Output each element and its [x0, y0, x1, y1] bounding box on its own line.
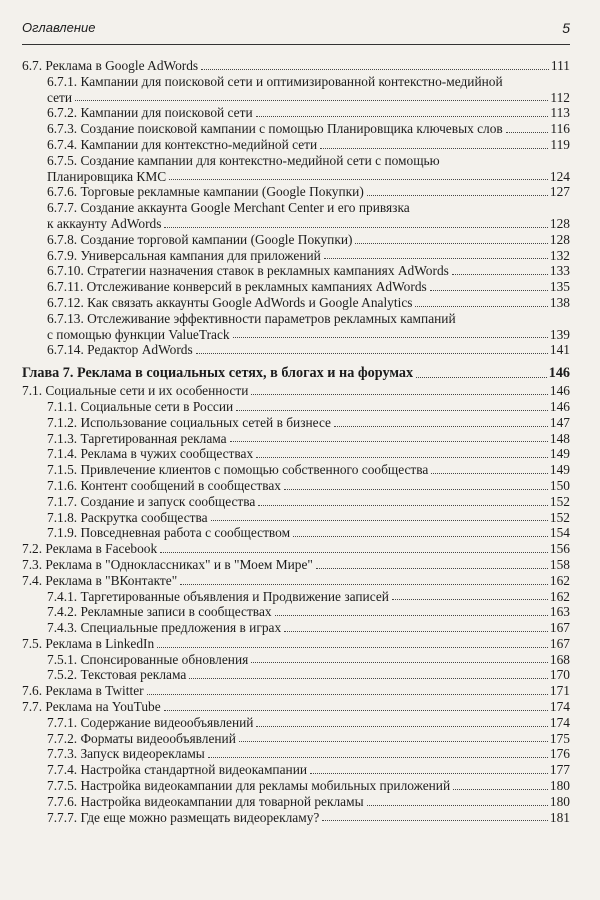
toc-entry-title: 6.7.11. Отслеживание конверсий в рекламных кампаниях AdWords	[47, 279, 427, 295]
dot-leader	[75, 100, 548, 101]
dot-leader	[169, 179, 548, 180]
toc-entry	[22, 105, 570, 121]
toc-entry-title: с помощью функции ValueTrack	[47, 326, 230, 342]
toc-entry-page: 150	[549, 477, 570, 493]
toc-entry-title: 6.7.8. Создание торговой кампании (Google Покупки)	[47, 231, 353, 247]
toc-entry	[22, 431, 570, 447]
toc-entry-page: 112	[550, 89, 570, 105]
dot-leader	[293, 536, 548, 537]
toc-entry-page: 158	[549, 556, 570, 572]
toc-entry-page: 171	[549, 683, 570, 699]
toc-entry-page: 148	[549, 430, 570, 446]
toc-entry	[22, 153, 570, 169]
toc-entry	[22, 510, 570, 526]
toc-entry-title: к аккаунту AdWords	[47, 215, 162, 231]
toc-entry-title: 7.1.6. Контент сообщений в сообществах	[47, 477, 281, 493]
toc-entry	[22, 667, 570, 683]
dot-leader	[310, 773, 548, 774]
toc-entry-title: 7.7.3. Запуск видеорекламы	[47, 746, 205, 762]
dot-leader	[320, 148, 548, 149]
toc-entry-page: 180	[549, 793, 570, 809]
toc-entry	[22, 446, 570, 462]
dot-leader	[256, 726, 547, 727]
toc-entry	[22, 604, 570, 620]
toc-entry-title: 6.7.1. Кампании для поисковой сети и оптимизированной контекстно-медийной	[47, 73, 503, 89]
toc-entry	[22, 620, 570, 636]
dot-leader	[367, 195, 548, 196]
toc-entry	[22, 415, 570, 431]
toc-entry	[22, 248, 570, 264]
toc-entry	[22, 636, 570, 652]
toc-chapter-entry	[22, 365, 570, 382]
toc-entry-page: 162	[549, 588, 570, 604]
toc-entry	[22, 263, 570, 279]
dot-leader	[164, 710, 548, 711]
toc-entry-page: 149	[549, 446, 570, 462]
toc-entry-title: 7.5.1. Спонсированные обновления	[47, 651, 249, 667]
toc-entry-title: 7.3. Реклама в "Одноклассниках" и в "Моем Мире"	[22, 556, 313, 572]
toc-entry-page: 174	[549, 699, 570, 715]
toc-entry-page: 127	[549, 184, 570, 200]
toc-entry	[22, 311, 570, 327]
toc-entry	[22, 169, 570, 185]
toc-entry-title: 7.1.4. Реклама в чужих сообществах	[47, 446, 254, 462]
toc-entry-page: 135	[549, 279, 570, 295]
toc-entry-title: 6.7.5. Создание кампании для контекстно-медийной сети с помощью	[47, 152, 440, 168]
toc-entry	[22, 137, 570, 153]
toc-entry-page: 176	[549, 746, 570, 762]
dot-leader	[452, 274, 548, 275]
toc-entry-page: 146	[549, 398, 570, 414]
table-of-contents	[22, 58, 570, 825]
toc-entry-page: 133	[549, 263, 570, 279]
toc-entry-page: 170	[549, 667, 570, 683]
toc-entry-title: 6.7.9. Универсальная кампания для приложений	[47, 247, 321, 263]
toc-entry	[22, 399, 570, 415]
toc-entry-title: 7.5. Реклама в LinkedIn	[22, 635, 155, 651]
dot-leader	[147, 694, 548, 695]
toc-entry	[22, 715, 570, 731]
toc-entry-title: 6.7. Реклама в Google AdWords	[22, 58, 199, 73]
running-header	[22, 18, 570, 45]
toc-entry-title: 7.1.7. Создание и запуск сообщества	[47, 493, 256, 509]
dot-leader	[324, 258, 548, 259]
toc-entry	[22, 746, 570, 762]
dot-leader	[251, 662, 548, 663]
toc-entry	[22, 184, 570, 200]
toc-entry	[22, 652, 570, 668]
toc-entry-title: 6.7.12. Как связать аккаунты Google AdWords и Google Analytics	[47, 294, 413, 310]
toc-entry	[22, 232, 570, 248]
dot-leader	[236, 410, 548, 411]
toc-entry	[22, 778, 570, 794]
toc-entry-title: 6.7.4. Кампании для контекстно-медийной сети	[47, 136, 318, 152]
toc-entry-page: 177	[549, 762, 570, 778]
toc-entry-page: 147	[549, 414, 570, 430]
dot-leader	[322, 820, 548, 821]
toc-entry-title: 7.7. Реклама на YouTube	[22, 699, 161, 715]
toc-entry	[22, 383, 570, 399]
dot-leader	[430, 290, 548, 291]
toc-entry-page: 138	[549, 294, 570, 310]
toc-entry	[22, 589, 570, 605]
toc-entry-page: 139	[549, 326, 570, 342]
toc-entry-page: 180	[549, 778, 570, 794]
dot-leader	[233, 337, 548, 338]
toc-entry-page: 128	[549, 215, 570, 231]
toc-entry-title: 7.4. Реклама в "ВКонтакте"	[22, 572, 178, 588]
toc-entry	[22, 525, 570, 541]
toc-entry-title: 7.2. Реклама в Facebook	[22, 541, 158, 557]
toc-entry-title: 6.7.7. Создание аккаунта Google Merchant Center и его привязка	[47, 200, 410, 216]
dot-leader	[256, 116, 549, 117]
dot-leader	[230, 441, 548, 442]
toc-entry	[22, 200, 570, 216]
toc-entry-page: 146	[549, 383, 570, 399]
toc-entry-title: 6.7.14. Редактор AdWords	[47, 342, 193, 358]
running-header-title: Оглавление	[22, 20, 96, 35]
toc-entry-title: 7.1. Социальные сети и их особенности	[22, 383, 249, 399]
dot-leader	[431, 473, 548, 474]
toc-entry-page: 175	[549, 730, 570, 746]
dot-leader	[157, 647, 548, 648]
toc-entry-page: 111	[550, 58, 570, 73]
dot-leader	[355, 243, 547, 244]
toc-entry	[22, 478, 570, 494]
dot-leader	[189, 678, 548, 679]
toc-entry-title: Глава 7. Реклама в социальных сетях, в блогах и на форумах	[22, 365, 414, 382]
dot-leader	[251, 394, 548, 395]
toc-entry	[22, 731, 570, 747]
toc-entry-page: 116	[550, 121, 570, 137]
toc-entry	[22, 90, 570, 106]
toc-entry	[22, 573, 570, 589]
toc-entry-page: 167	[549, 635, 570, 651]
toc-entry-title: 7.1.5. Привлечение клиентов с помощью собственного сообщества	[47, 462, 429, 478]
toc-entry-title: 6.7.6. Торговые рекламные кампании (Google Покупки)	[47, 184, 364, 200]
toc-entry-title: 7.1.3. Таргетированная реклама	[47, 430, 227, 446]
toc-entry-title: 7.7.1. Содержание видеообъявлений	[47, 714, 254, 730]
toc-entry-page: 149	[549, 462, 570, 478]
dot-leader	[211, 520, 548, 521]
toc-entry-title: 7.7.4. Настройка стандартной видеокампании	[47, 762, 308, 778]
toc-entry-page: 181	[549, 809, 570, 825]
toc-entry-title: 7.7.7. Где еще можно размещать видеорекламу?	[47, 809, 320, 825]
dot-leader	[239, 741, 548, 742]
dot-leader	[284, 631, 548, 632]
toc-entry-title: 7.1.1. Социальные сети в России	[47, 398, 234, 414]
toc-entry	[22, 557, 570, 573]
dot-leader	[164, 227, 547, 228]
dot-leader	[334, 426, 548, 427]
toc-entry-page: 156	[549, 541, 570, 557]
toc-entry-title: 7.1.8. Раскрутка сообщества	[47, 509, 208, 525]
toc-entry-title: 7.5.2. Текстовая реклама	[47, 667, 187, 683]
toc-entry-title: Планировщика КМС	[47, 168, 167, 184]
toc-entry	[22, 462, 570, 478]
toc-entry-page: 152	[549, 493, 570, 509]
toc-entry-page: 154	[549, 525, 570, 541]
dot-leader	[392, 599, 548, 600]
toc-entry-page: 113	[550, 105, 570, 121]
toc-entry-page: 119	[550, 136, 570, 152]
toc-entry-title: 6.7.3. Создание поисковой кампании с помощью Планировщика ключевых слов	[47, 121, 503, 137]
toc-entry	[22, 279, 570, 295]
toc-entry-title: 6.7.2. Кампании для поисковой сети	[47, 105, 253, 121]
toc-entry-title: сети	[47, 89, 73, 105]
toc-entry-title: 7.7.6. Настройка видеокампании для товарной рекламы	[47, 793, 364, 809]
toc-entry	[22, 541, 570, 557]
toc-entry-page: 141	[549, 342, 570, 358]
toc-entry-title: 7.1.2. Использование социальных сетей в бизнесе	[47, 414, 332, 430]
dot-leader	[275, 615, 548, 616]
toc-entry-title: 6.7.13. Отслеживание эффективности параметров рекламных кампаний	[47, 310, 456, 326]
toc-entry-page: 162	[549, 572, 570, 588]
toc-entry	[22, 216, 570, 232]
toc-entry-page: 124	[549, 168, 570, 184]
toc-entry-page: 152	[549, 509, 570, 525]
toc-entry	[22, 699, 570, 715]
dot-leader	[258, 505, 548, 506]
toc-entry	[22, 121, 570, 137]
toc-entry	[22, 762, 570, 778]
toc-entry-title: 7.4.1. Таргетированные объявления и Продвижение записей	[47, 588, 389, 604]
dot-leader	[180, 584, 548, 585]
toc-entry-title: 6.7.10. Стратегии назначения ставок в рекламных кампаниях AdWords	[47, 263, 449, 279]
toc-entry-title: 7.4.3. Специальные предложения в играх	[47, 620, 282, 636]
toc-entry	[22, 58, 570, 74]
toc-entry	[22, 794, 570, 810]
toc-entry-page: 163	[549, 604, 570, 620]
toc-entry	[22, 810, 570, 826]
dot-leader	[196, 353, 548, 354]
dot-leader	[160, 552, 548, 553]
toc-entry-page: 167	[549, 620, 570, 636]
toc-entry-page: 146	[548, 365, 570, 382]
dot-leader	[367, 805, 548, 806]
dot-leader	[416, 377, 547, 378]
dot-leader	[415, 306, 547, 307]
dot-leader	[284, 489, 548, 490]
dot-leader	[453, 789, 548, 790]
toc-entry	[22, 683, 570, 699]
toc-entry	[22, 494, 570, 510]
toc-entry	[22, 342, 570, 358]
page-number: 5	[562, 20, 570, 36]
toc-entry-page: 128	[549, 231, 570, 247]
toc-entry-title: 7.7.5. Настройка видеокампании для рекламы мобильных приложений	[47, 778, 451, 794]
dot-leader	[316, 568, 548, 569]
dot-leader	[208, 757, 548, 758]
toc-entry-page: 174	[549, 714, 570, 730]
toc-entry-title: 7.7.2. Форматы видеообъявлений	[47, 730, 236, 746]
toc-entry	[22, 74, 570, 90]
toc-entry	[22, 327, 570, 343]
dot-leader	[506, 132, 549, 133]
toc-entry-page: 132	[549, 247, 570, 263]
toc-entry-page: 168	[549, 651, 570, 667]
toc-entry-title: 7.6. Реклама в Twitter	[22, 683, 144, 699]
toc-entry-title: 7.4.2. Рекламные записи в сообществах	[47, 604, 272, 620]
dot-leader	[256, 457, 548, 458]
toc-entry	[22, 295, 570, 311]
toc-entry-title: 7.1.9. Повседневная работа с сообществом	[47, 525, 291, 541]
dot-leader	[201, 69, 549, 70]
